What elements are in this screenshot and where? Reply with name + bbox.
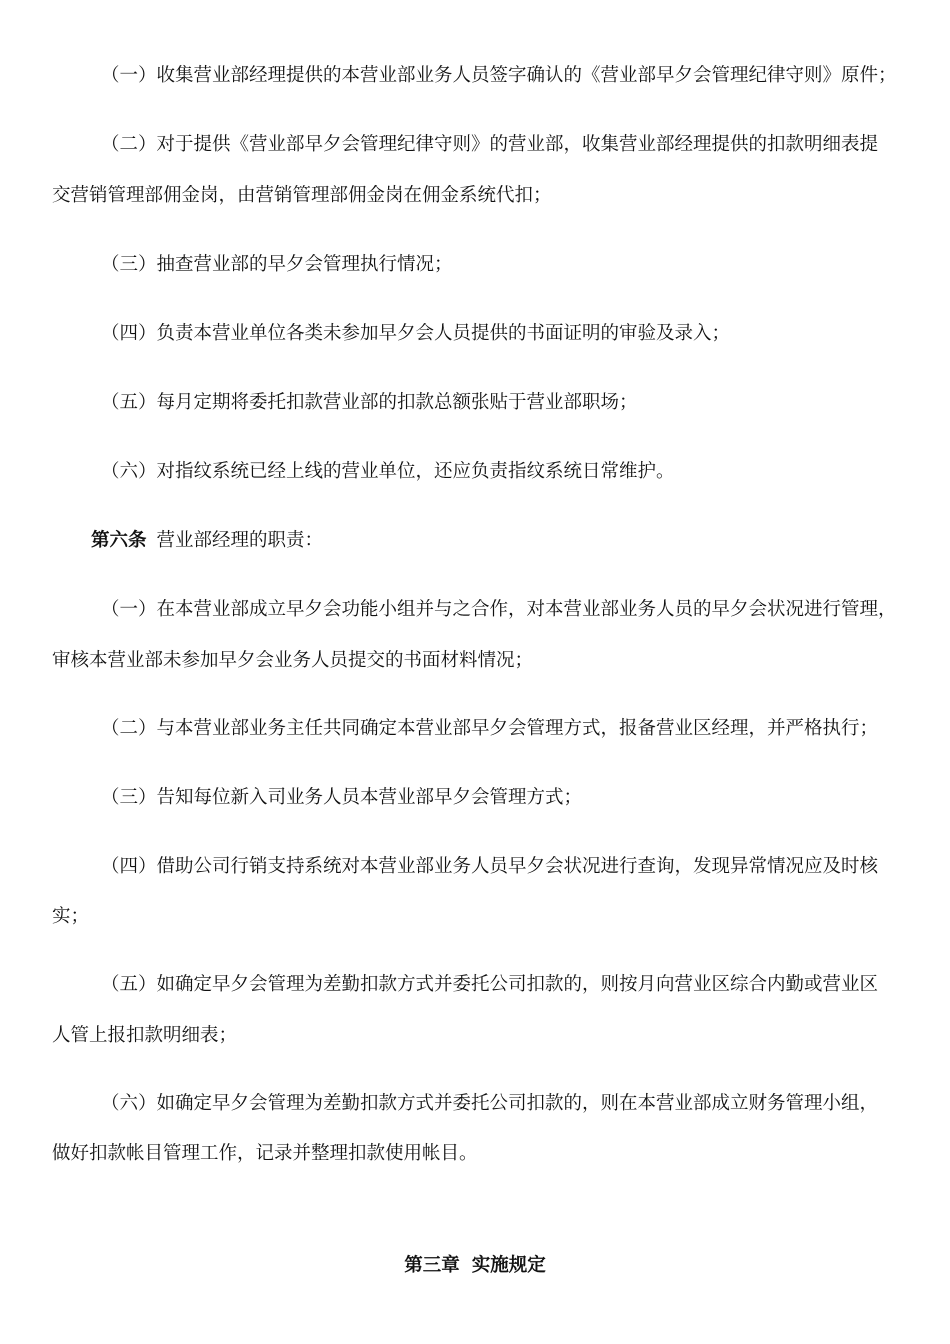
item-b6-line1: （六）如确定早夕会管理为差勤扣款方式并委托公司扣款的，则在本营业部成立财务管理小组， <box>101 1093 879 1114</box>
item-b3-line1: （三）告知每位新入司业务人员本营业部早夕会管理方式； <box>101 787 583 808</box>
chapter-3-heading <box>0 1254 950 1278</box>
article-6-label: 第六条 <box>91 530 147 551</box>
chapter-3-title: 实施规定 <box>471 1255 546 1276</box>
item-b2-line1: （二）与本营业部业务主任共同确定本营业部早夕会管理方式，报备营业区经理，并严格执行； <box>101 718 879 739</box>
item-a4-line1: （四）负责本营业单位各类未参加早夕会人员提供的书面证明的审验及录入； <box>101 323 731 344</box>
item-b1-line1: （一）在本营业部成立早夕会功能小组并与之合作，对本营业部业务人员的早夕会状况进行管理， <box>101 599 897 620</box>
item-a1-line1: （一）收集营业部经理提供的本营业部业务人员签字确认的《营业部早夕会管理纪律守则》原件； <box>101 65 897 86</box>
item-b5-line1: （五）如确定早夕会管理为差勤扣款方式并委托公司扣款的，则按月向营业区综合内勤或营业区 <box>101 974 879 995</box>
item-a6-line1: （六）对指纹系统已经上线的营业单位，还应负责指纹系统日常维护。 <box>101 461 675 482</box>
item-b5-line2: 人管上报扣款明细表； <box>52 1025 238 1046</box>
item-a2-line1: （二）对于提供《营业部早夕会管理纪律守则》的营业部，收集营业部经理提供的扣款明细表提 <box>101 134 879 155</box>
item-b6-line2: 做好扣款帐目管理工作，记录并整理扣款使用帐目。 <box>52 1143 478 1164</box>
article-6-title: 营业部经理的职责： <box>156 530 324 551</box>
chapter-3-label: 第三章 <box>404 1255 460 1276</box>
item-a3-line1: （三）抽查营业部的早夕会管理执行情况； <box>101 254 453 275</box>
item-b1-line2: 审核本营业部未参加早夕会业务人员提交的书面材料情况； <box>52 650 534 671</box>
item-b4-line1: （四）借助公司行销支持系统对本营业部业务人员早夕会状况进行查询，发现异常情况应及时核 <box>101 856 879 877</box>
item-a5-line1: （五）每月定期将委托扣款营业部的扣款总额张贴于营业部职场； <box>101 392 638 413</box>
item-b4-line2: 实； <box>52 906 90 927</box>
article-6-heading <box>91 529 323 553</box>
item-a2-line2: 交营销管理部佣金岗，由营销管理部佣金岗在佣金系统代扣； <box>52 185 552 206</box>
